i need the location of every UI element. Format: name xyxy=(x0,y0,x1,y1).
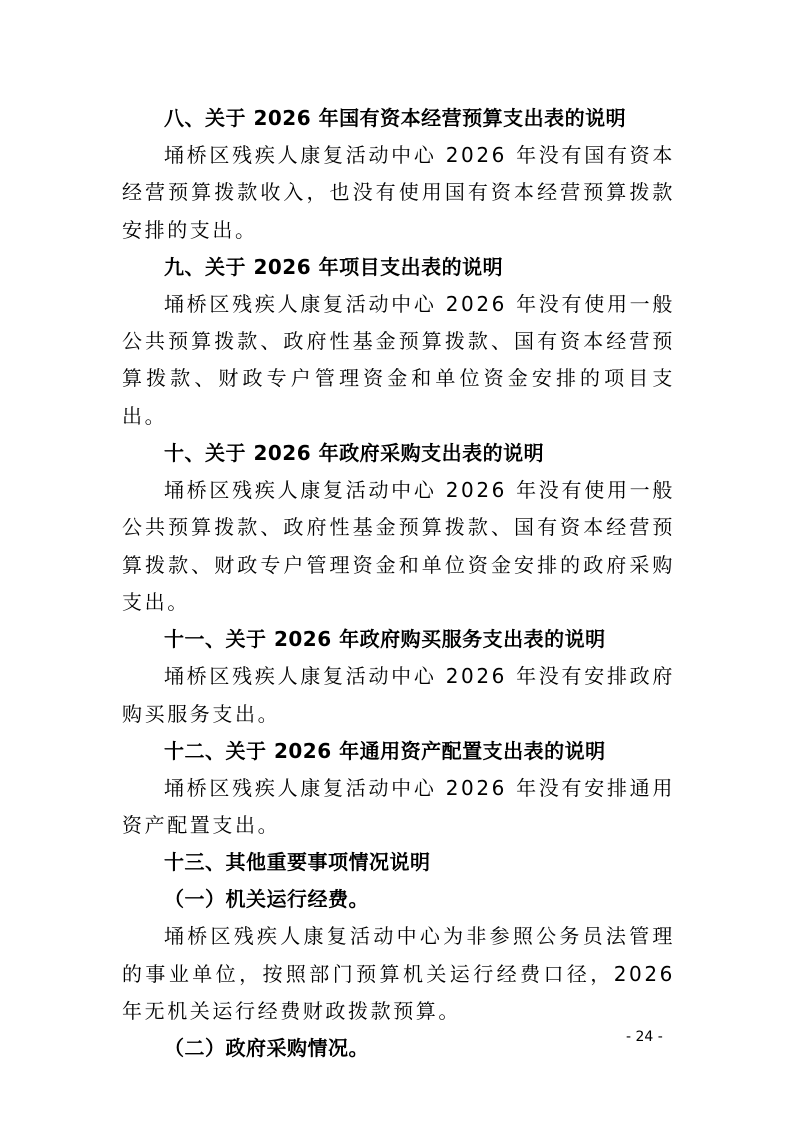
section-text-10: 埇桥区残疾人康复活动中心 2026 年没有使用一般公共预算拨款、政府性基金预算拨款、国有资本经营预算拨款、财政专户管理资金和单位资金安排的政府采购支出。 xyxy=(122,478,675,614)
section-text-11: 埇桥区残疾人康复活动中心 2026 年没有安排政府购买服务支出。 xyxy=(122,664,675,726)
subsection-text-operating-expenses: 埇桥区残疾人康复活动中心为非参照公务员法管理的事业单位，按照部门预算机关运行经费口径，2026 年无机关运行经费财政拨款预算。 xyxy=(122,924,675,1024)
section-heading-13: 十三、其他重要事项情况说明 xyxy=(164,850,431,875)
section-heading-9: 九、关于 2026 年项目支出表的说明 xyxy=(164,254,504,279)
page-number: - 24 - xyxy=(626,1029,663,1045)
section-text-12: 埇桥区残疾人康复活动中心 2026 年没有安排通用资产配置支出。 xyxy=(122,775,675,838)
section-heading-12: 十二、关于 2026 年通用资产配置支出表的说明 xyxy=(164,738,606,763)
subsection-heading-operating-expenses: （一）机关运行经费。 xyxy=(164,887,369,912)
section-heading-8: 八、关于 2026 年国有资本经营预算支出表的说明 xyxy=(164,106,627,130)
subsection-heading-procurement: （二）政府采购情况。 xyxy=(164,1036,369,1061)
section-text-8: 埇桥区残疾人康复活动中心 2026 年没有国有资本经营预算拨款收入，也没有使用国有资本经营预算拨款安排的支出。 xyxy=(122,143,675,242)
document-body xyxy=(122,100,675,1067)
section-heading-10: 十、关于 2026 年政府采购支出表的说明 xyxy=(164,441,545,466)
section-heading-11: 十一、关于 2026 年政府购买服务支出表的说明 xyxy=(164,627,606,652)
section-text-9: 埇桥区残疾人康复活动中心 2026 年没有使用一般公共预算拨款、政府性基金预算拨款、国有资本经营预算拨款、财政专户管理资金和单位资金安排的项目支出。 xyxy=(122,291,675,428)
